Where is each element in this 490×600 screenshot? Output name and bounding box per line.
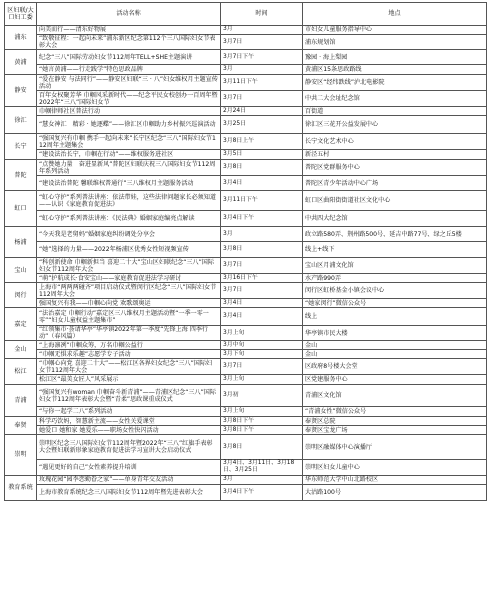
time-cell: 3月7日	[221, 283, 303, 299]
table-row	[5, 359, 487, 375]
activity-cell: “与你一起学二八”系列活动	[37, 407, 221, 417]
activities-table	[4, 2, 487, 501]
table-row	[5, 107, 487, 116]
location-cell: 金山	[303, 350, 487, 359]
table-row	[5, 460, 487, 475]
time-cell: 3月4日、3月11日、3月18日、3月25日	[221, 460, 303, 475]
activity-cell: 上海市“两两两碰齐”项目启动仪式暨闵行区纪念“三八”国际妇女节112周年大会	[37, 283, 221, 299]
location-cell: 中共二大会址纪念馆	[303, 91, 487, 107]
activity-cell: 松江区“最美女匠人”风采展示	[37, 375, 221, 385]
activity-cell: “强国复兴有巾帼 携手一起向未来”长宁区纪念“三八”国际妇女节112周年主题集会	[37, 134, 221, 150]
location-cell: 区政府8号楼大会堂	[303, 359, 487, 375]
location-cell: 华亭镇市民大楼	[303, 326, 487, 341]
table-row	[5, 350, 487, 359]
location-cell: 黄浦区15条思政路线	[303, 65, 487, 75]
location-cell: 虹口区曲阳街街道社区文化中心	[303, 191, 487, 211]
location-cell: 长宁文化艺术中心	[303, 134, 487, 150]
table-row	[5, 274, 487, 283]
activity-cell: “慧女神汇 精彩 · 她逐蝶”——徐汇区巾帼助力乡村振兴巡演活动	[37, 116, 221, 134]
table-row	[5, 385, 487, 407]
table-row	[5, 65, 487, 75]
table-row	[5, 50, 487, 65]
time-cell: 3月8日下午	[221, 417, 303, 426]
location-cell: 市妇女儿童服务指导中心	[303, 26, 487, 35]
district-cell: 杨浦	[5, 227, 37, 258]
activity-cell: 科学巧饮妈，智慧新主流——女性关爱课堂	[37, 417, 221, 426]
time-cell: 3月7日	[221, 35, 303, 50]
table-row	[5, 375, 487, 385]
time-cell: 3月4日下午	[221, 484, 303, 500]
location-cell: 普陀区青少年活动中心广场	[303, 176, 487, 191]
table-row	[5, 116, 487, 134]
location-cell: 普陀区党群服务中心	[303, 160, 487, 176]
time-cell: 3月	[221, 65, 303, 75]
time-cell: 3月11日下午	[221, 75, 303, 91]
time-cell: 3月上旬	[221, 375, 303, 385]
time-cell: 3月	[221, 26, 303, 35]
time-cell: 3月上旬	[221, 407, 303, 417]
time-cell: 3月8日下午	[221, 426, 303, 435]
activity-cell: “今天我是老舅妈”婚姻家庭纠纷调处分享会	[37, 227, 221, 242]
district-cell: 虹口	[5, 191, 37, 227]
time-cell: 3月8日	[221, 160, 303, 176]
table-row	[5, 75, 487, 91]
activity-cell: 百年女权聚芳华 巾帼风采新时代——纪念平民女校创办一百周年暨2022年“三八”国际妇女节	[37, 91, 221, 107]
table-row	[5, 484, 487, 500]
time-cell: 3月	[221, 227, 303, 242]
table-row	[5, 91, 487, 107]
time-cell: 3月5日	[221, 150, 303, 160]
district-cell: 徐汇	[5, 107, 37, 134]
activity-cell: 上海市教育系统纪念三八国际妇女节112周年暨先进表彰大会	[37, 484, 221, 500]
table-row	[5, 426, 487, 435]
district-cell: 松江	[5, 359, 37, 385]
activity-cell: “强国复兴有woman 巾帼奋斗新青浦”——青浦区纪念“三八”国际妇女节112周年表彰大会暨“青柔”思政课重成仪式	[37, 385, 221, 407]
location-cell: 金山	[303, 341, 487, 350]
time-cell: 3月8日	[221, 435, 303, 460]
table-row	[5, 242, 487, 258]
activity-cell: “点赞她力量 奋进显新风”普陀区妇联庆祝三八国际妇女节112周年系列活动	[37, 160, 221, 176]
table-row	[5, 227, 487, 242]
location-cell: 青浦区文化馆	[303, 385, 487, 407]
table-row	[5, 299, 487, 308]
location-cell: 宝山区月浦文化馆	[303, 258, 487, 274]
location-cell: 政立路580弄、荆州路500号、延吉中路77号、绿之丘5楼	[303, 227, 487, 242]
activity-cell: “科创新使命 巾帼新担当 喜迎二十大”宝山区妇联纪念“三八”国际妇女节112周年大会	[37, 258, 221, 274]
district-cell: 青浦	[5, 385, 37, 417]
activity-cell: “建设法治普陀 馨联维权普通行”三八维权月主题服务活动	[37, 176, 221, 191]
district-cell: 金山	[5, 341, 37, 359]
location-header: 地点	[303, 3, 487, 26]
district-cell: 嘉定	[5, 308, 37, 341]
location-cell: 线上	[303, 308, 487, 326]
location-cell: 新泾五村	[303, 150, 487, 160]
time-cell: 3月4日	[221, 176, 303, 191]
activity-cell: “巾帼无惧求乐趣”志愿学专子活动	[37, 350, 221, 359]
location-cell: 静安区“经纬跌线”泸北电影院	[303, 75, 487, 91]
table-row	[5, 308, 487, 326]
time-cell: 3月4日	[221, 299, 303, 308]
district-cell: 宝山	[5, 258, 37, 283]
activity-cell: “建设法治长宁，巾帼在行动”——维权服务进社区	[37, 150, 221, 160]
table-row	[5, 211, 487, 227]
time-cell: 3月8日上午	[221, 134, 303, 150]
activity-cell: “法治嘉定 巾帼行动”嘉定区三八维权月主题活动暨“一季一零一零”“妇女儿童权益主题集市”	[37, 308, 221, 326]
activity-cell: “上海凛冽”巾帼众筹，万名巾帼公益行	[37, 341, 221, 350]
district-cell: 普陀	[5, 160, 37, 191]
location-cell: 闵行区虹桥基金小镇会议中心	[303, 283, 487, 299]
table-row	[5, 341, 487, 350]
district-cell: 浦东	[5, 26, 37, 50]
time-cell: 3月上旬	[221, 326, 303, 341]
location-cell: 徐汇区三花开公益发展中心	[303, 116, 487, 134]
time-cell: 3月7日	[221, 359, 303, 375]
time-cell: 3月4日下午	[221, 211, 303, 227]
district-cell: 长宁	[5, 134, 37, 160]
activity-cell: “爱在静安 与法同行”——静安区妇联“三 · 八”妇女维权月主题宣传活动	[37, 75, 221, 91]
activity-cell: “虹心守护”系列普法讲座：《民法典》婚姻家庭编亮点解读	[37, 211, 221, 227]
activity-cell: “致敬征程：一起向未来”浦东新区纪念第112个三八国际妇女节表彰大会	[37, 35, 221, 50]
location-cell: 大沽路100号	[303, 484, 487, 500]
table-body	[5, 26, 487, 501]
location-cell: 奉贤区总院	[303, 417, 487, 426]
location-cell: 崇明区妇女儿童中心	[303, 460, 487, 475]
district-cell: 黄浦	[5, 50, 37, 75]
time-cell: 3月25日	[221, 116, 303, 134]
time-cell: 3月下旬	[221, 350, 303, 359]
location-cell: 崇明区融媒体中心演播厅	[303, 435, 487, 460]
document-page	[4, 2, 486, 501]
activity-cell: 崇明区纪念三八国际妇女节112周年暨2022年“三八”红旗手表彰大会暨妇联新形象家庭教育促进法学习宣讲大会启动仪式	[37, 435, 221, 460]
district-cell: 静安	[5, 75, 37, 107]
table-row	[5, 283, 487, 299]
table-row	[5, 26, 487, 35]
location-cell: 水产路990弄	[303, 274, 487, 283]
table-row	[5, 191, 487, 211]
time-cell: 3月4日	[221, 308, 303, 326]
activity-cell: 强国复兴有我——巾帼心向党 欢歌颂奥运	[37, 299, 221, 308]
district-cell: 崇明	[5, 435, 37, 475]
time-cell: 3月	[221, 475, 303, 484]
table-row	[5, 417, 487, 426]
location-cell: “青浦女性”微信公众号	[303, 407, 487, 417]
time-cell: 3月16日下午	[221, 274, 303, 283]
district-cell: 教育系统	[5, 475, 37, 500]
activity-cell: 她爱口 她和家 她爱乐——职场女性快闪活动	[37, 426, 221, 435]
location-cell: 奉贤区宝龙广场	[303, 426, 487, 435]
table-row	[5, 475, 487, 484]
table-row	[5, 407, 487, 417]
time-cell: 3月中旬	[221, 341, 303, 350]
activity-cell: 向美而行——清东好物展	[37, 26, 221, 35]
location-cell: 百街道	[303, 107, 487, 116]
district-cell: 闵行	[5, 283, 37, 308]
location-cell: 区党建服务中心	[303, 375, 487, 385]
table-row	[5, 176, 487, 191]
table-row	[5, 150, 487, 160]
activity-cell: “虹心守护”系列普法讲座：依法带娃，这些法律问题家长必须知道——认识《家庭教育促进法》	[37, 191, 221, 211]
time-cell: 3月初	[221, 385, 303, 407]
activity-cell: “巾帼心向党 喜迎二十大”——松江区各界妇女纪念“三八”国际妇女节112周年大会	[37, 359, 221, 375]
table-header-row	[5, 3, 487, 26]
location-cell: “她家闵行”微信公众号	[303, 299, 487, 308]
activity-cell: “萌”护航成长·食安宝山——家庭教育促进法学习研讨	[37, 274, 221, 283]
table-row	[5, 134, 487, 150]
district-cell: 奉贤	[5, 417, 37, 435]
time-cell: 3月8日	[221, 242, 303, 258]
location-cell: 中共四大纪念馆	[303, 211, 487, 227]
activity-cell: “红领集市·荟请华亭”华亭镇2022年第一季度“先锋上海 四季行动”（春风篇）	[37, 326, 221, 341]
time-cell: 3月7日	[221, 91, 303, 107]
time-cell: 2月24日	[221, 107, 303, 116]
activity-cell: 玫瑰花园“园李恋勤眷之家”——单身青年交友活动	[37, 475, 221, 484]
time-cell: 3月7日	[221, 258, 303, 274]
district-header: 区妇联/大口妇工委	[5, 3, 37, 26]
table-row	[5, 326, 487, 341]
time-header: 时间	[221, 3, 303, 26]
activity-cell: “遇见更好的自己”女性素养提升培训	[37, 460, 221, 475]
activity-cell: 巾帼律师社区普法行动	[37, 107, 221, 116]
time-cell: 3月7日下午	[221, 50, 303, 65]
table-row	[5, 160, 487, 176]
location-cell: 华东师范大学中山北路校区	[303, 475, 487, 484]
activity-header: 活动名称	[37, 3, 221, 26]
location-cell: 浦东规划馆	[303, 35, 487, 50]
activity-cell: “她”选择的力量——2022年杨浦区优秀女性短视频宣传	[37, 242, 221, 258]
location-cell: 线上+线下	[303, 242, 487, 258]
activity-cell: “她言黄浦——行走践学”特色思政品牌	[37, 65, 221, 75]
table-row	[5, 35, 487, 50]
table-row	[5, 258, 487, 274]
table-row	[5, 435, 487, 460]
location-cell: 豫园 · 海上梨园	[303, 50, 487, 65]
activity-cell: 纪念“三八”国际劳动妇女节112周年TELL+SHE主题演讲	[37, 50, 221, 65]
time-cell: 3月11日下午	[221, 191, 303, 211]
